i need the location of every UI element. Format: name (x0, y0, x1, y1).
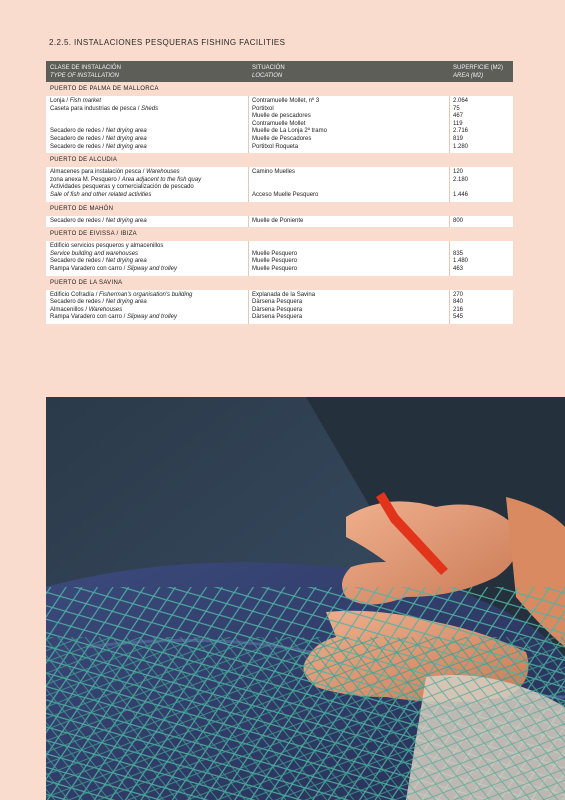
cell-area: 819 (453, 135, 464, 142)
header-type-en: TYPE OF INSTALLATION (50, 73, 120, 79)
cell-type (50, 307, 122, 315)
type-en: Slipway and trolley (126, 314, 177, 321)
cell-location: Contramuelle Mollet (252, 120, 306, 127)
header-area (453, 64, 503, 80)
type-es: Secadero de redes / (50, 135, 106, 142)
cell-type (50, 184, 194, 192)
type-es: Secadero de redes / (50, 217, 106, 224)
cell-area: 1.480 (453, 258, 469, 265)
table-row (46, 218, 513, 226)
type-en: Slipway and trolley (126, 265, 177, 272)
type-en: Net drying area (105, 299, 147, 306)
type-en: Warehouses (146, 169, 180, 176)
table-row (46, 266, 513, 274)
type-es: Edificio servicios pesqueros y almacenillos (50, 243, 164, 250)
type-en: Service building and warehouses (50, 250, 139, 257)
cell-area: 2.180 (453, 176, 469, 183)
cell-type (50, 128, 147, 136)
type-en: Net drying area (105, 135, 147, 142)
cell-type (50, 177, 201, 185)
type-es: zona anexa M. Pesquero / (50, 176, 122, 183)
cell-location: Muelle Pesquero (252, 250, 298, 257)
cell-area: 800 (453, 217, 464, 224)
cell-location: Muelle de Poniente (252, 217, 304, 224)
cell-location: Muelle Pesquero (252, 258, 298, 265)
cell-area: 1.280 (453, 143, 469, 150)
type-es: Lonja / (50, 98, 70, 104)
cell-type (50, 299, 147, 307)
cell-type (50, 258, 147, 266)
cell-type (50, 106, 158, 114)
table-row (46, 258, 513, 266)
table-row (46, 106, 513, 114)
header-area-en: AREA (M2) (453, 73, 484, 79)
type-es: Edificio Cofradía / (50, 291, 100, 298)
cell-area: 119 (453, 120, 463, 127)
cell-location: Explanada de la Savina (252, 291, 316, 298)
type-es: Almacenes para instalación pesca / (50, 169, 147, 176)
cell-location: Muelle de La Lonja 2º tramo (252, 128, 327, 135)
table-row (46, 192, 513, 200)
header-area-es: SUPERFICIE (M2) (453, 65, 504, 71)
cell-type (50, 251, 138, 259)
cell-type (50, 218, 147, 226)
table-sections (46, 82, 513, 324)
cell-area: 120 (453, 169, 464, 176)
table-row (46, 136, 513, 144)
cell-location: Portitxol Roqueta (252, 143, 299, 150)
header-location (252, 64, 285, 80)
cell-type (50, 98, 101, 106)
type-en: Warehouses (88, 306, 123, 313)
cell-type (50, 266, 177, 274)
cell-type (50, 192, 151, 200)
cell-area: 2.064 (453, 98, 469, 104)
type-es: Caseta para industrias de pesca / (50, 105, 142, 112)
facilities-table (46, 61, 513, 324)
type-en: Fisherman's organisation's building (99, 291, 193, 298)
table-row (46, 307, 513, 315)
cell-location: Camino Muelles (252, 169, 296, 176)
type-es: Actividades pesqueras y comercialización de pescado (50, 184, 194, 191)
table-row (46, 292, 513, 300)
table-row (46, 184, 513, 192)
header-location-es: SITUACIÓN (252, 65, 285, 71)
cell-type (50, 292, 192, 300)
page-title: 2.2.5. INSTALACIONES PESQUERAS FISHING FACILITIES (49, 38, 286, 47)
table-row (46, 113, 513, 121)
section-title: PUERTO DE MAHÓN (50, 205, 114, 212)
cell-area: 840 (453, 299, 464, 306)
cell-location: Dàrsena Pesquera (252, 299, 303, 306)
cell-area: 467 (453, 113, 464, 120)
table-row (46, 251, 513, 259)
section-body (46, 290, 513, 324)
section-body (46, 167, 513, 201)
type-en: Net drying area (105, 143, 147, 150)
table-row (46, 299, 513, 307)
table-row (46, 243, 513, 251)
cell-area: 2.716 (453, 128, 469, 135)
section-body (46, 241, 513, 275)
section-title: PUERTO DE PALMA DE MALLORCA (50, 86, 159, 92)
type-es: Rampa Varadero con carro / (50, 265, 127, 272)
cell-type (50, 136, 147, 144)
table-row (46, 314, 513, 322)
cell-location: Muelle de pescadores (252, 113, 311, 120)
cell-type (50, 314, 177, 322)
cell-type (50, 144, 147, 152)
type-en: Fish market (69, 98, 102, 104)
section-title: PUERTO DE LA SAVINA (50, 279, 123, 286)
cell-location: Dàrsena Pesquera (252, 306, 303, 313)
net-mending-image (46, 397, 565, 800)
table-row (46, 98, 513, 106)
section-body (46, 96, 513, 153)
type-en: Net drying area (105, 258, 147, 265)
header-type (50, 64, 121, 80)
type-en: Sale of fish and other related activities (50, 191, 152, 198)
header-location-en: LOCATION (252, 73, 283, 79)
cell-area: 463 (453, 265, 464, 272)
header-type-es: CLASE DE INSTALACIÓN (50, 65, 121, 71)
cell-area: 1.446 (453, 191, 469, 198)
fisherman-net-photo (46, 397, 565, 800)
table-header (46, 61, 513, 82)
cell-location: Contramuelle Mollet, nº 3 (252, 98, 320, 104)
type-en: Net drying area (105, 128, 147, 135)
type-es: Rampa Varadero con carro / (50, 314, 127, 321)
cell-type (50, 169, 180, 177)
type-en: Sheds (141, 105, 159, 112)
cell-location: Portitxol (252, 105, 274, 112)
cell-area: 545 (453, 314, 464, 321)
type-es: Secadero de redes / (50, 258, 106, 265)
section-title: PUERTO DE EIVISSA / IBIZA (50, 231, 137, 238)
type-en: Net drying area (105, 217, 147, 224)
cell-area: 270 (453, 291, 464, 298)
cell-area: 75 (453, 105, 460, 112)
section-body (46, 216, 513, 228)
type-es: Secadero de redes / (50, 143, 106, 150)
table-row (46, 144, 513, 152)
type-es: Almacenillos / (50, 306, 89, 313)
type-es: Secadero de redes / (50, 128, 106, 135)
cell-location: Dàrsena Pesquera (252, 314, 303, 321)
type-es: Secadero de redes / (50, 299, 106, 306)
cell-location: Acceso Muelle Pesquero (252, 191, 319, 198)
cell-type (50, 243, 163, 251)
cell-area: 216 (453, 306, 464, 313)
type-en: Area adjacent to the fish quay (121, 176, 202, 183)
cell-location: Muelle Pesquero (252, 265, 298, 272)
table-row (46, 169, 513, 177)
section-title: PUERTO DE ALCUDIA (50, 157, 118, 164)
cell-area: 835 (453, 250, 464, 257)
cell-location: Muelle de Pescadores (252, 135, 312, 142)
table-row (46, 128, 513, 136)
table-row (46, 177, 513, 185)
